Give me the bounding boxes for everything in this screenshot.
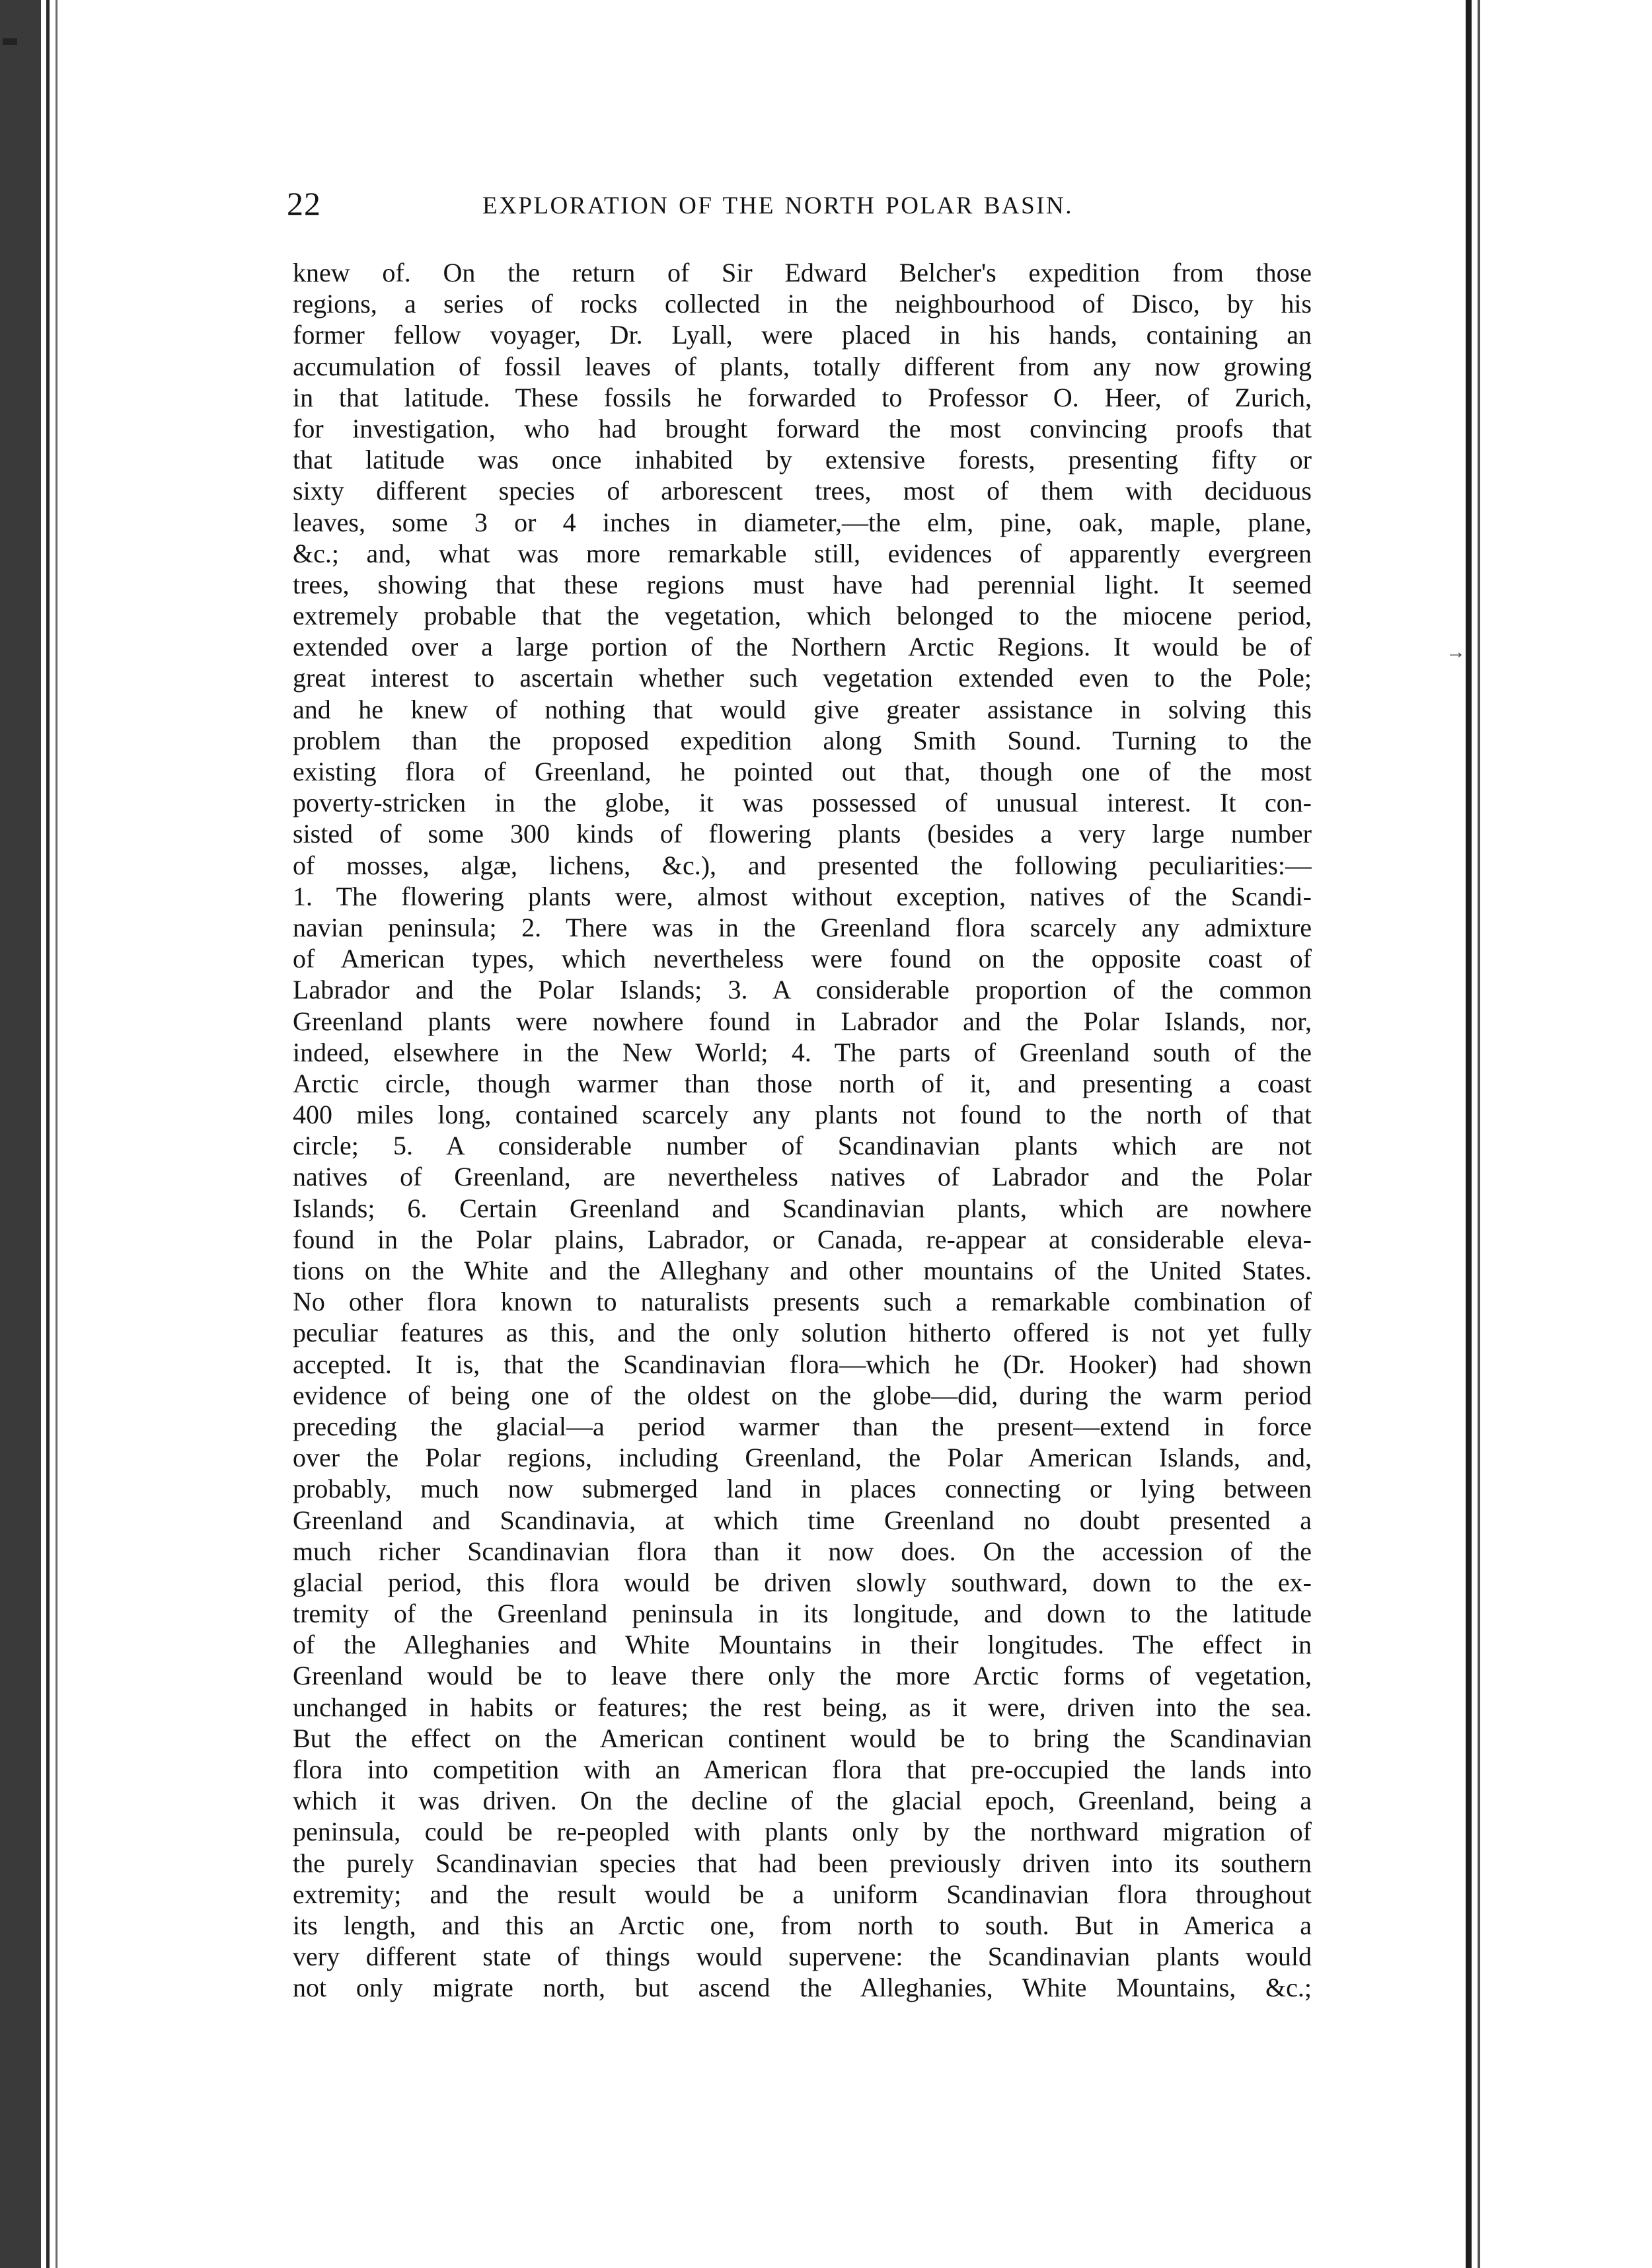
running-head-title: EXPLORATION OF THE NORTH POLAR BASIN. [482,192,1073,219]
text-line: regions, a series of rocks collected in the neighbourhood of Disco, by his [293,289,1312,319]
text-line: very different state of things would supervene: the Scandinavian plants would [293,1942,1312,1972]
text-line: circle; 5. A considerable number of Scandinavian plants which are not [293,1131,1312,1161]
text-line: tions on the White and the Alleghany and other mountains of the United States. [293,1256,1312,1285]
text-line: sixty different species of arborescent trees, most of them with deciduous [293,476,1312,506]
text-line: accepted. It is, that the Scandinavian flora—which he (Dr. Hooker) had shown [293,1349,1312,1379]
text-line: navian peninsula; 2. There was in the Greenland flora scarcely any admixture [293,912,1312,942]
text-line: 1. The flowering plants were, almost without exception, natives of the Scandi- [293,881,1312,911]
text-line: of the Alleghanies and White Mountains in their longitudes. The effect in [293,1630,1312,1660]
text-line: for investigation, who had brought forward the most convincing proofs that [293,413,1312,443]
text-line: sisted of some 300 kinds of flowering plants (besides a very large number [293,819,1312,849]
text-line: not only migrate north, but ascend the Alleghanies, White Mountains, &c.; [293,1973,1312,2003]
text-line: indeed, elsewhere in the New World; 4. The parts of Greenland south of the [293,1037,1312,1067]
body-text [293,257,1312,2004]
text-line: problem than the proposed expedition along Smith Sound. Turning to the [293,725,1312,755]
running-head [287,182,1319,225]
text-line: leaves, some 3 or 4 inches in diameter,—the elm, pine, oak, maple, plane, [293,507,1312,537]
text-line: tremity of the Greenland peninsula in its longitude, and down to the latitude [293,1599,1312,1629]
text-line: trees, showing that these regions must have had perennial light. It seemed [293,569,1312,599]
text-line: &c.; and, what was more remarkable still, evidences of apparently evergreen [293,538,1312,568]
text-line: extremely probable that the vegetation, which belonged to the miocene period, [293,601,1312,631]
text-line: peculiar features as this, and the only solution hitherto offered is not yet fully [293,1318,1312,1348]
text-line: the purely Scandinavian species that had been previously driven into its southern [293,1848,1312,1878]
text-line: of American types, which nevertheless were found on the opposite coast of [293,944,1312,974]
text-line: Greenland would be to leave there only the more Arctic forms of vegetation, [293,1661,1312,1691]
left-margin-rule-inner [56,0,57,2268]
text-line: much richer Scandinavian flora than it now does. On the accession of the [293,1536,1312,1566]
margin-arrow-mark: → [1446,641,1466,663]
right-margin-rule-outer [1478,0,1480,2268]
text-line: and he knew of nothing that would give greater assistance in solving this [293,694,1312,724]
text-line: extremity; and the result would be a uniform Scandinavian flora throughout [293,1879,1312,1909]
text-line: extended over a large portion of the Northern Arctic Regions. It would be of [293,632,1312,662]
text-line: Arctic circle, though warmer than those north of it, and presenting a coast [293,1068,1312,1098]
text-line: natives of Greenland, are nevertheless natives of Labrador and the Polar [293,1162,1312,1192]
text-line: which it was driven. On the decline of the glacial epoch, Greenland, being a [293,1786,1312,1816]
text-line: existing flora of Greenland, he pointed out that, though one of the most [293,757,1312,786]
text-line: glacial period, this flora would be driven slowly southward, down to the ex- [293,1567,1312,1597]
text-line: evidence of being one of the oldest on the globe—did, during the warm period [293,1380,1312,1410]
text-line: But the effect on the American continent would be to bring the Scandinavian [293,1723,1312,1753]
text-line: found in the Polar plains, Labrador, or Canada, re-appear at considerable eleva- [293,1224,1312,1254]
text-line: unchanged in habits or features; the rest being, as it were, driven into the sea. [293,1692,1312,1722]
text-line: its length, and this an Arctic one, from north to south. But in America a [293,1910,1312,1940]
text-line: Greenland and Scandinavia, at which time Greenland no doubt presented a [293,1505,1312,1535]
text-line: Labrador and the Polar Islands; 3. A considerable proportion of the common [293,975,1312,1005]
text-line: No other flora known to naturalists presents such a remarkable combination of [293,1287,1312,1317]
binding-edge [0,0,41,2268]
text-line: flora into competition with an American flora that pre-occupied the lands into [293,1755,1312,1784]
text-line: Islands; 6. Certain Greenland and Scandinavian plants, which are nowhere [293,1193,1312,1223]
text-line: former fellow voyager, Dr. Lyall, were placed in his hands, containing an [293,320,1312,350]
text-line: knew of. On the return of Sir Edward Belcher's expedition from those [293,258,1312,287]
text-line: peninsula, could be re-peopled with plants only by the northward migration of [293,1817,1312,1847]
text-line: over the Polar regions, including Greenland, the Polar American Islands, and, [293,1443,1312,1473]
text-line: accumulation of fossil leaves of plants, totally different from any now growing [293,351,1312,381]
text-line: in that latitude. These fossils he forwarded to Professor O. Heer, of Zurich, [293,382,1312,412]
text-line: preceding the glacial—a period warmer than the present—extend in force [293,1411,1312,1441]
scan-corner-mark [3,38,17,45]
text-line: 400 miles long, contained scarcely any plants not found to the north of that [293,1100,1312,1130]
text-line: Greenland plants were nowhere found in Labrador and the Polar Islands, nor, [293,1006,1312,1036]
text-line: great interest to ascertain whether such vegetation extended even to the Pole; [293,663,1312,693]
text-line: probably, much now submerged land in places connecting or lying between [293,1474,1312,1504]
right-margin-rule [1466,0,1472,2268]
page-number: 22 [287,185,321,222]
text-line: of mosses, algæ, lichens, &c.), and presented the following peculiarities:— [293,850,1312,880]
left-margin-rule [46,0,50,2268]
text-line: poverty-stricken in the globe, it was possessed of unusual interest. It con- [293,788,1312,818]
text-line: that latitude was once inhabited by extensive forests, presenting fifty or [293,445,1312,475]
